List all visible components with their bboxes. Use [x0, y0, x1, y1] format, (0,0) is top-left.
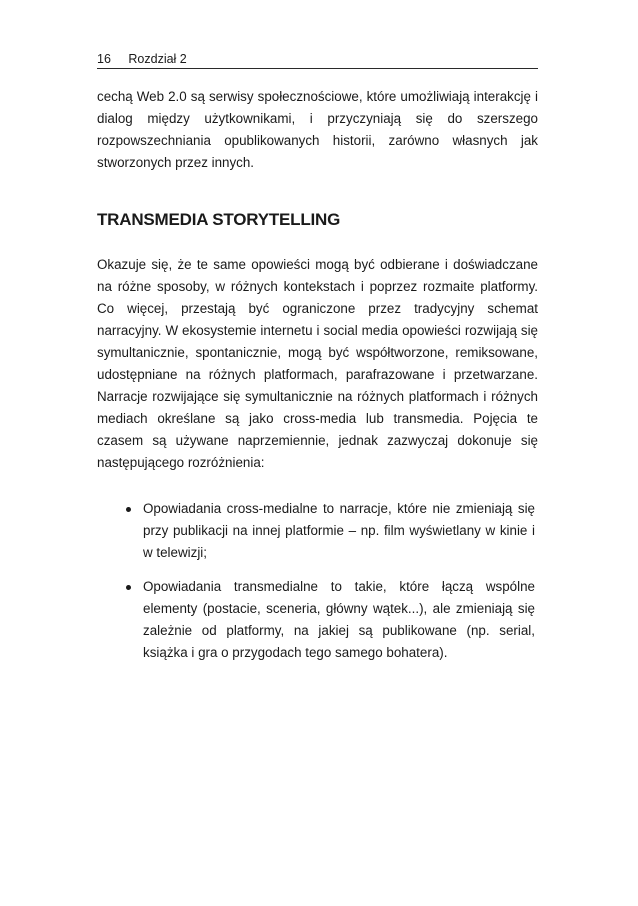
page-header [97, 50, 538, 69]
bullet-icon [126, 507, 131, 512]
list-item [120, 576, 535, 664]
list-item [120, 498, 535, 564]
intro-paragraph: cechą Web 2.0 są serwisy społecznościowe, które umożliwiają interakcję i dialog między użytkownikami, i przyczyniają się do szerszego rozpowszechniania opublikowanych historii, zarówno własnych jak stworzonych przez innych. [97, 89, 538, 170]
list-item-text: Opowiadania cross-medialne to narracje, które nie zmieniają się przy publikacji na innej platformie – np. film wyświetlany w kinie i w telewizji; [143, 501, 535, 560]
section-paragraph: Okazuje się, że te same opowieści mogą być odbierane i doświadczane na różne sposoby, w różnych kontekstach i poprzez rozmaite platformy. Co więcej, przestają być ograniczone przez tradycyjny schemat narracyjny. W ekosystemie internetu i social media opowieści rozwijają się symultanicznie, spontanicznie, mogą być współtworzone, remiksowane, udostępniane na różnych platformach, parafrazowane i przetwarzane. Narracje rozwijające się symultanicznie na różnych platformach i różnych mediach określane są jako cross-media lub transmedia. Pojęcia te czasem są używane naprzemiennie, jednak zazwyczaj dokonuje się następującego rozróżnienia: [97, 257, 538, 470]
list-item-text: Opowiadania transmedialne to takie, które łączą wspólne elementy (postacie, sceneria, główny wątek...), ale zmieniają się zależnie od platformy, na jakiej są publikowane (np. serial, książka i gra o przygodach tego samego bohatera). [143, 579, 535, 660]
section-heading: TRANSMEDIA STORYTELLING [97, 210, 341, 229]
page-number: 16 [97, 52, 111, 66]
bullet-list [120, 498, 535, 676]
bullet-icon [126, 585, 131, 590]
chapter-label: Rozdział 2 [128, 52, 187, 66]
